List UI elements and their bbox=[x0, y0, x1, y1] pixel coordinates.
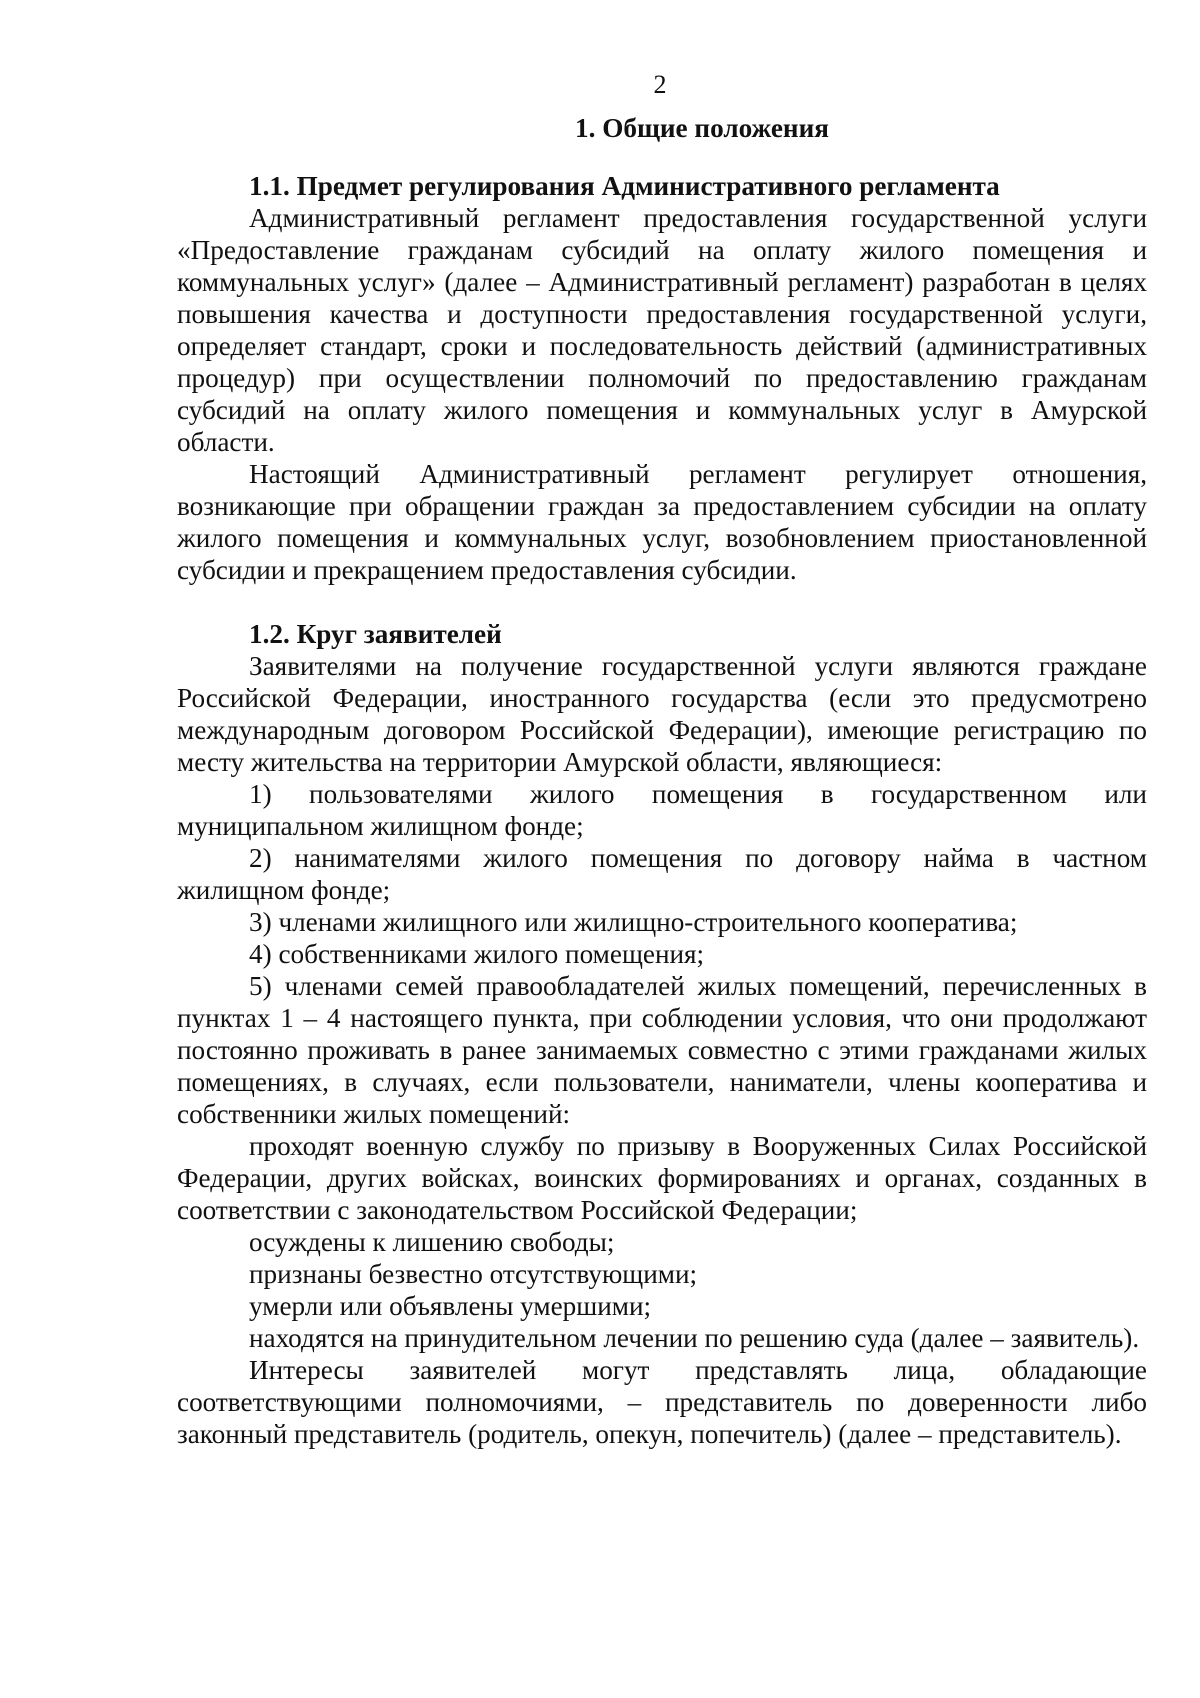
paragraph-1-1-b: Настоящий Административный регламент регулирует отношения, возникающие при обращении граждан за предоставлением субсидии на оплату жилого помещения и коммунальных услуг, возобновлением приостановленной субсидии и прекращением предоставления субсидии. bbox=[177, 459, 1147, 585]
paragraph-representatives: Интересы заявителей могут представлять лица, обладающие соответствующими полномочиями, – представитель по доверенности либо законный представитель (родитель, опекун, попечитель) (далее – представитель). bbox=[177, 1355, 1147, 1449]
list-item-4: 4) собственниками жилого помещения; bbox=[249, 939, 705, 969]
page-number: 2 bbox=[653, 70, 667, 99]
condition-military-service: проходят военную службу по призыву в Вооруженных Силах Российской Федерации, других войсках, воинских формированиях и органах, созданных в соответствии с законодательством Российской Федерации; bbox=[177, 1131, 1147, 1225]
condition-deceased: умерли или объявлены умершими; bbox=[249, 1291, 652, 1321]
list-item-5: 5) членами семей правообладателей жилых помещений, перечисленных в пунктах 1 – 4 настоящего пункта, при соблюдении условия, что они продолжают постоянно проживать в ранее занимаемых совместно с этими гражданами жилых помещениях, в случаях, если пользователи, наниматели, члены кооператива и собственники жилых помещений: bbox=[177, 971, 1147, 1129]
paragraph-1-1-a: Административный регламент предоставления государственной услуги «Предоставление гражданам субсидий на оплату жилого помещения и коммунальных услуг» (далее – Административный регламент) разработан в целях повышения качества и доступности предоставления государственной услуги, определяет стандарт, сроки и последовательность действий (административных процедур) при осуществлении полномочий по предоставлению гражданам субсидий на оплату жилого помещения и коммунальных услуг в Амурской области. bbox=[177, 203, 1147, 457]
section-title: 1. Общие положения bbox=[575, 113, 829, 143]
subsection-title-1-2: 1.2. Круг заявителей bbox=[249, 619, 502, 649]
list-item-2: 2) нанимателями жилого помещения по договору найма в частном жилищном фонде; bbox=[177, 843, 1147, 905]
paragraph-1-2-intro: Заявителями на получение государственной услуги являются граждане Российской Федерации, иностранного государства (если это предусмотрено международным договором Российской Федерации), имеющие регистрацию по месту жительства на территории Амурской области, являющиеся: bbox=[177, 651, 1147, 777]
document-body bbox=[177, 112, 1147, 1450]
list-item-1: 1) пользователями жилого помещения в государственном или муниципальном жилищном фонде; bbox=[177, 779, 1147, 841]
list-item-3: 3) членами жилищного или жилищно-строительного кооператива; bbox=[249, 907, 1018, 937]
condition-missing: признаны безвестно отсутствующими; bbox=[249, 1259, 698, 1289]
subsection-title-1-1: 1.1. Предмет регулирования Административного регламента bbox=[249, 171, 1000, 201]
spacer bbox=[177, 586, 1147, 618]
condition-compulsory-treatment: находятся на принудительном лечении по решению суда (далее – заявитель). bbox=[249, 1323, 1140, 1353]
condition-imprisoned: осуждены к лишению свободы; bbox=[249, 1227, 615, 1257]
